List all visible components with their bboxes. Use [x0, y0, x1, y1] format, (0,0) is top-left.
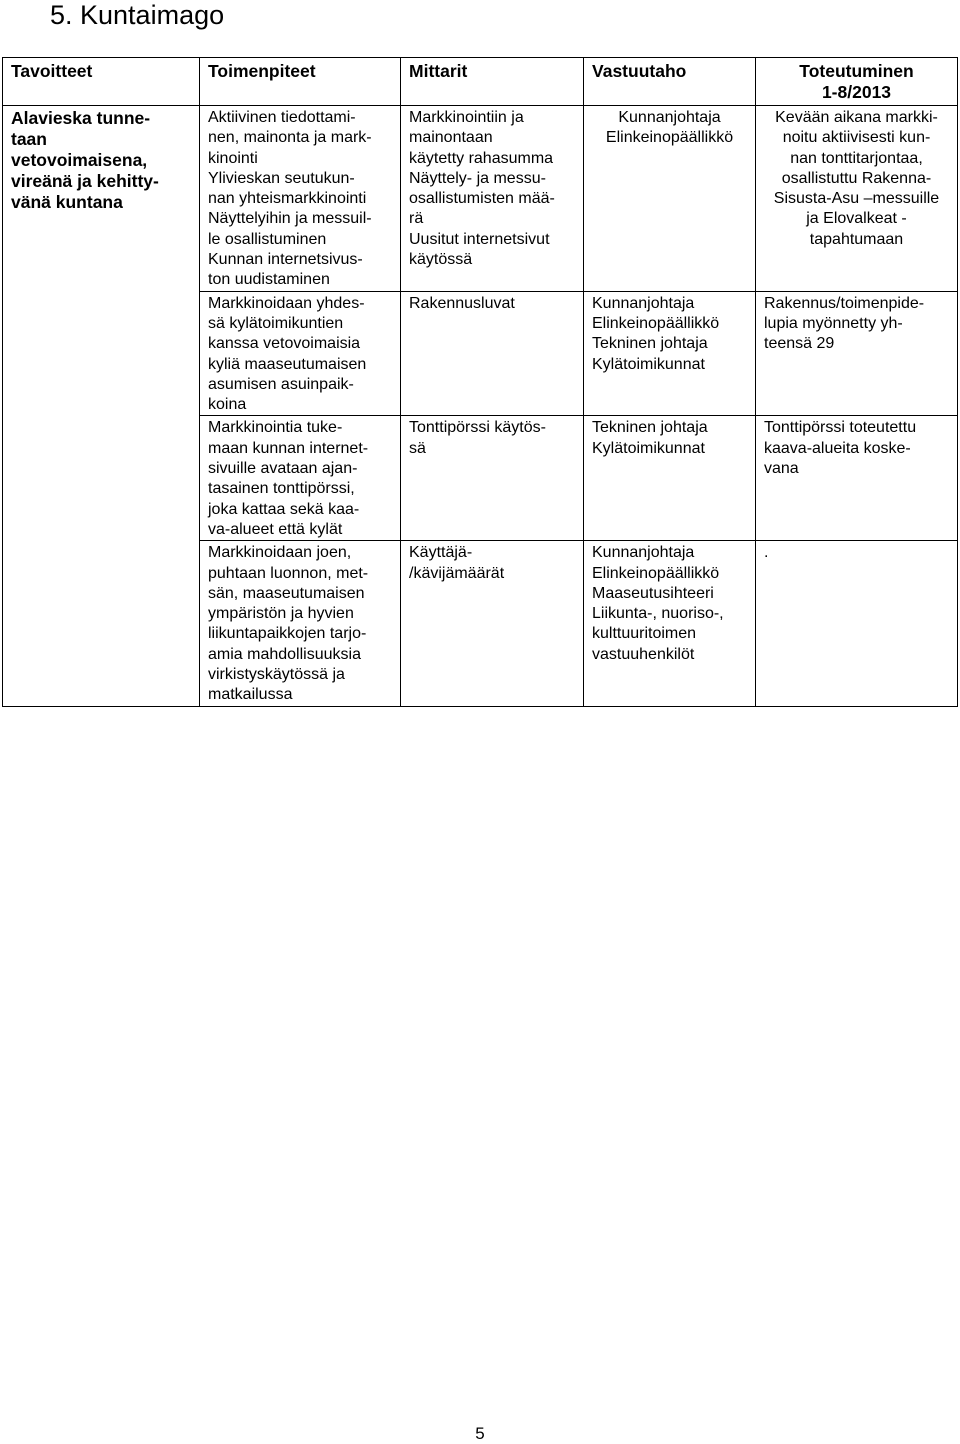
action-cell: Markkinoidaan yhdes- sä kylätoimikuntien kanssa vetovoimaisia kyliä maaseutumaisen asumisen asuinpaik- koina — [200, 291, 401, 416]
header-goals: Tavoitteet — [3, 58, 200, 106]
goal-cell: Alavieska tunne- taan vetovoimaisena, vireänä ja kehitty- vänä kuntana — [3, 106, 200, 707]
section-title: 5. Kuntaimago — [50, 0, 225, 30]
table-row — [3, 106, 958, 292]
action-cell: Markkinointia tuke- maan kunnan internet- sivuille avataan ajan- tasainen tonttipörssi, joka kattaa sekä kaa- va-alueet että kylät — [200, 416, 401, 541]
responsible-cell: Tekninen johtaja Kylätoimikunnat — [584, 416, 756, 541]
header-actions: Toimenpiteet — [200, 58, 401, 106]
header-metrics: Mittarit — [401, 58, 584, 106]
action-cell: Aktiivinen tiedottami- nen, mainonta ja mark- kinointi Ylivieskan seutukun- nan yhteismarkkinointi Näyttelyihin ja messuil- le osallistuminen Kunnan internetsivus- ton uudistaminen — [200, 106, 401, 292]
metric-cell: Markkinointiin ja mainontaan käytetty rahasumma Näyttely- ja messu- osallistumisten mää- rä Uusitut internetsivut käytössä — [401, 106, 584, 292]
metric-cell: Käyttäjä- /kävijämäärät — [401, 541, 584, 706]
header-realization: Toteutuminen 1-8/2013 — [756, 58, 958, 106]
realization-cell: Kevään aikana markki- noitu aktiivisesti kun- nan tonttitarjontaa, osallistuttu Rakenna- Sisusta-Asu –messuille ja Elovalkeat - tapahtumaan — [756, 106, 958, 292]
metric-cell: Rakennusluvat — [401, 291, 584, 416]
responsible-cell: Kunnanjohtaja Elinkeinopäällikkö — [584, 106, 756, 292]
realization-cell: . — [756, 541, 958, 706]
page-number: 5 — [475, 1424, 485, 1443]
table-header-row — [3, 58, 958, 106]
realization-cell: Tonttipörssi toteutettu kaava-alueita koske- vana — [756, 416, 958, 541]
goals-table — [2, 57, 958, 707]
metric-cell: Tonttipörssi käytös- sä — [401, 416, 584, 541]
responsible-cell: Kunnanjohtaja Elinkeinopäällikkö Tekninen johtaja Kylätoimikunnat — [584, 291, 756, 416]
header-responsible: Vastuutaho — [584, 58, 756, 106]
responsible-cell: Kunnanjohtaja Elinkeinopäällikkö Maaseutusihteeri Liikunta-, nuoriso-, kulttuuritoimen vastuuhenkilöt — [584, 541, 756, 706]
action-cell: Markkinoidaan joen, puhtaan luonnon, met- sän, maaseutumaisen ympäristön ja hyvien liikuntapaikkojen tarjo- amia mahdollisuuksia virkistyskäytössä ja matkailussa — [200, 541, 401, 706]
realization-cell: Rakennus/toimenpide- lupia myönnetty yh- teensä 29 — [756, 291, 958, 416]
